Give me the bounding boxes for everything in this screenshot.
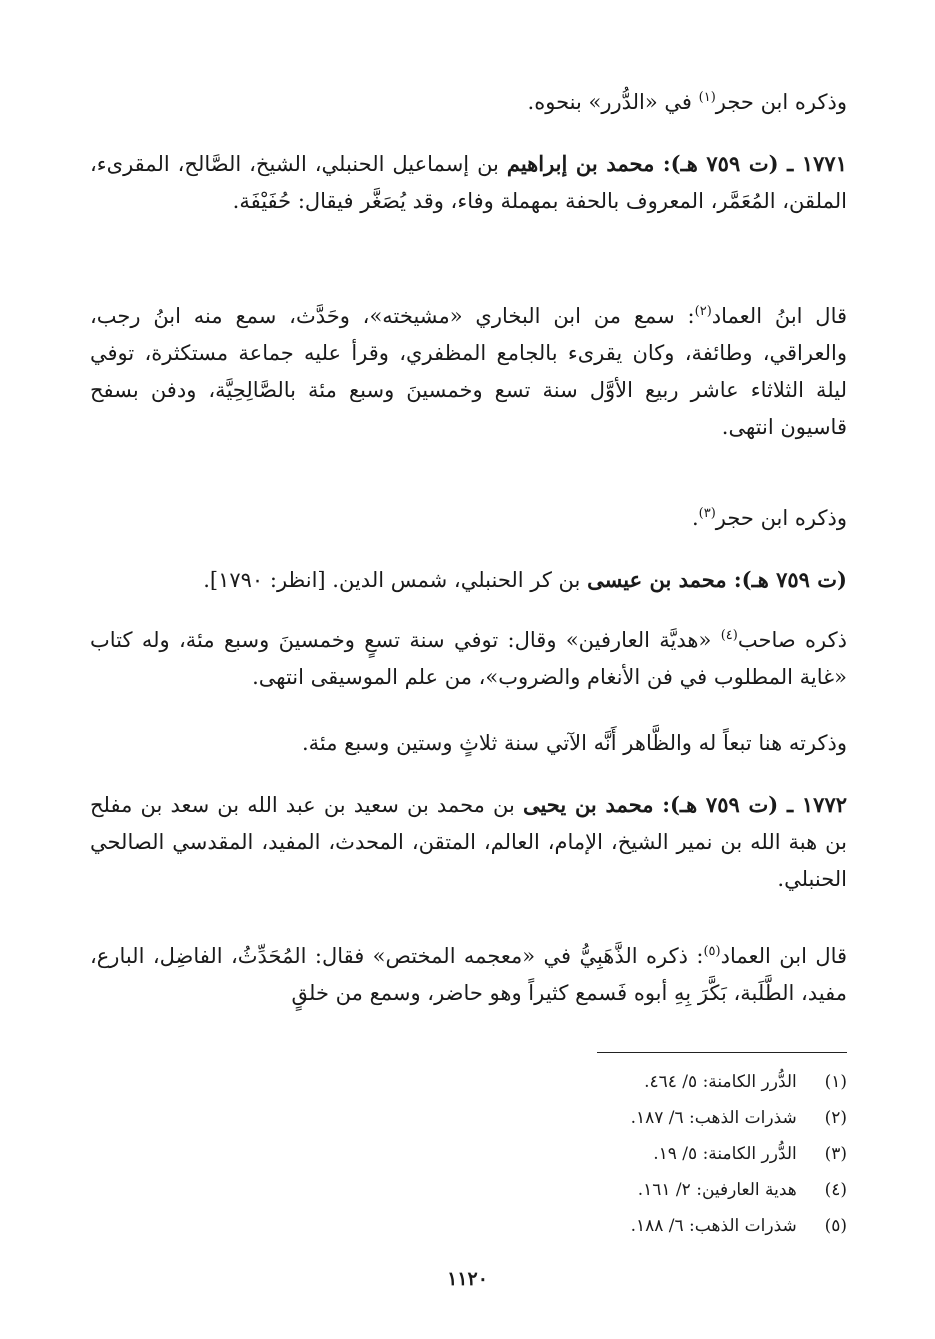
entry-heading: (ت ٧٥٩ هـ): محمد بن عيسى — [587, 567, 847, 592]
paragraph-4: وذكره ابن حجر$^{(٣)}$. — [691, 506, 847, 530]
paragraph-3: قال ابنُ العماد$^{(٢)}$: سمع من ابن البخاري «مشيخته»، وحَدَّث، سمع منه ابنُ رجب، والعراقي، وطائفة، وكان يقرىء بالجامع المظفري، وقرأ عليه جماعة مستكثرة، توفي ليلة الثلاثاء عاشر ربيع الأوَّل سنة تسع وخمسينَ وسبع مئة بالصَّالِحِيَّة، ودفن بسفح قاسيون انتهى. — [90, 304, 848, 439]
footnote-separator — [597, 1052, 847, 1053]
footnote-4: (٤) هدية العارفين: ٢/ ١٦١. — [637, 1180, 847, 1200]
entry-heading: ١٧٧١ ـ (ت ٧٥٩ هـ): محمد بن إبراهيم — [506, 151, 847, 176]
footnote-2: (٢) شذرات الذهب: ٦/ ١٨٧. — [630, 1108, 847, 1128]
paragraph-9: قال ابن العماد$^{(٥)}$: ذكره الذَّهَبِيُّ في «معجمه المختص» فقال: المُحَدِّثُ، الفاضِل، البارع، مفيد، الطَّلَبة، بَكَّرَ بِهِ أبوه فَسمع كثيراً وهو حاضر، وسمع من خلقٍ — [90, 944, 848, 1005]
footnote-ref-2: (٢) — [694, 304, 712, 319]
footnote-ref-4: (٤) — [720, 628, 738, 643]
paragraph-6: ذكره صاحب$^{(٤)}$ «هديَّة العارفين» وقال: توفي سنة تسعٍ وخمسينَ وسبع مئة، وله كتاب «غاية المطلوب في فن الأنغام والضروب»، من علم الموسيقى انتهى. — [90, 628, 847, 689]
footnote-ref-1: (١) — [698, 90, 716, 105]
paragraph-1: وذكره ابن حجر$^{(١)}$ في «الدُّرر» بنحوه. — [527, 90, 847, 114]
entry-heading: ١٧٧٢ ـ (ت ٧٥٩ هـ): محمد بن يحيى — [522, 792, 848, 817]
footnote-3: (٣) الدُّرر الكامنة: ٥/ ١٩. — [653, 1144, 847, 1164]
footnote-ref-5: (٥) — [703, 944, 721, 959]
entry-1771: ١٧٧١ ـ (ت ٧٥٩ هـ): محمد بن إبراهيم بن إسماعيل الحنبلي، الشيخ، الصَّالح، المقرىء، الملقن، المُعَمَّر، المعروف بالحفة بمهملة وفاء، وقد يُصَغَّر فيقال: حُفَيْفَة. — [90, 151, 847, 213]
paragraph-7: وذكرته هنا تبعاً له والظَّاهر أَنَّه الآتي سنة ثلاثٍ وستين وسبع مئة. — [301, 731, 847, 755]
entry-unnumbered: (ت ٧٥٩ هـ): محمد بن عيسى بن كر الحنبلي، شمس الدين. [انظر: ١٧٩٠]. — [203, 567, 847, 592]
entry-1772: ١٧٧٢ ـ (ت ٧٥٩ هـ): محمد بن يحيى بن محمد بن سعيد بن عبد الله بن سعد بن مفلح بن هبة الله بن نمير الشيخ، الإمام، العالم، المتقن، المحدث، المفيد، المقدسي الصالحي الحنبلي. — [90, 792, 848, 891]
footnote-ref-3: (٣) — [698, 506, 716, 521]
page-number: ١١٢٠ — [447, 1268, 488, 1290]
footnote-5: (٥) شذرات الذهب: ٦/ ١٨٨. — [630, 1216, 847, 1236]
footnote-1: (١) الدُّرر الكامنة: ٥/ ٤٦٤. — [644, 1072, 847, 1092]
